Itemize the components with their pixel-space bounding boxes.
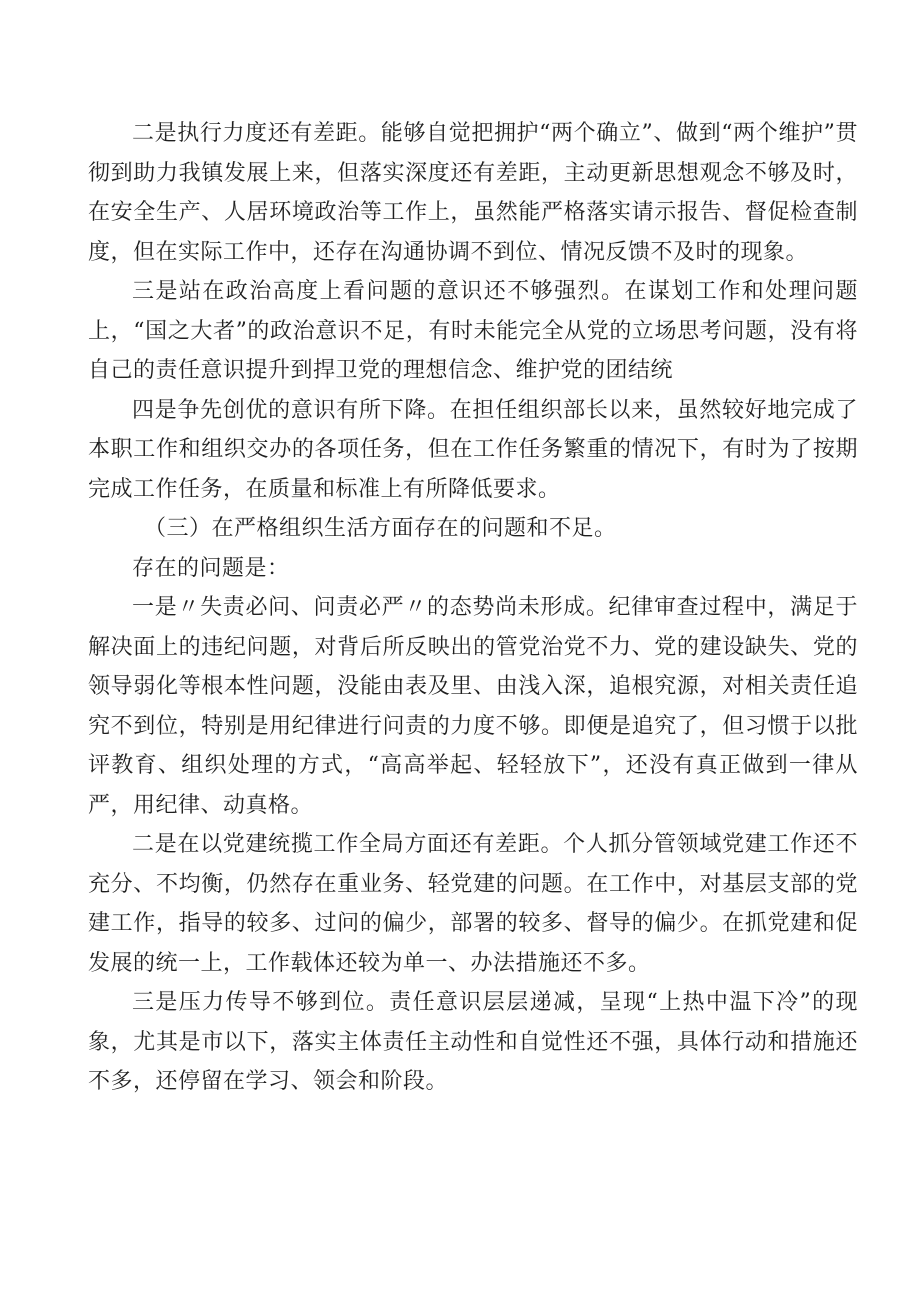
paragraph-pressure-transmission: 三是压力传导不够到位。责任意识层层递减，呈现“上热中温下冷”的现象，尤其是市以下，落实主体责任主动性和自觉性还不强，具体行动和措施还不多，还停留在学习、领会和阶段。	[88, 990, 858, 1094]
section-heading-organization-life: （三）在严格组织生活方面存在的问题和不足。	[144, 516, 617, 541]
paragraph-problems-intro: 存在的问题是：	[132, 555, 290, 581]
paragraph-execution-gap: 二是执行力度还有差距。能够自觉把拥护“两个确立”、做到“两个维护”贯彻到助力我镇发展上来，但落实深度还有差距，主动更新思想观念不够及时，在安全生产、人居环境政治等工作上，虽然能严格落实请示报告、督促检查制度，但在实际工作中，还存在沟通协调不到位、情况反馈不及时的现象。	[88, 121, 858, 265]
paragraph-political-awareness: 三是站在政治高度上看问题的意识还不够强烈。在谋划工作和处理问题上，“国之大者”的政治意识不足，有时未能完全从党的立场思考问题，没有将自己的责任意识提升到捍卫党的理想信念、维护党的团结统	[88, 279, 858, 383]
document-body	[88, 114, 858, 1102]
paragraph-party-building: 二是在以党建统揽工作全局方面还有差距。个人抓分管领域党建工作还不充分、不均衡，仍然存在重业务、轻党建的问题。在工作中，对基层支部的党建工作，指导的较多、过问的偏少，部署的较多、督导的偏少。在抓党建和促发展的统一上，工作载体还较为单一、办法措施还不多。	[88, 832, 858, 976]
paragraph-accountability: 一是〃失责必问、问责必严〃的态势尚未形成。纪律审查过程中，满足于解决面上的违纪问题，对背后所反映出的管党治党不力、党的建设缺失、党的领导弱化等根本性问题，没能由表及里、由浅入深，追根究源，对相关责任追究不到位，特别是用纪律进行问责的力度不够。即便是追究了，但习惯于以批评教育、组织处理的方式，“高高举起、轻轻放下”，还没有真正做到一律从严，用纪律、动真格。	[88, 595, 858, 818]
paragraph-striving-excellence: 四是争先创优的意识有所下降。在担任组织部长以来，虽然较好地完成了本职工作和组织交办的各项任务，但在工作任务繁重的情况下，有时为了按期完成工作任务，在质量和标准上有所降低要求。	[88, 397, 858, 502]
